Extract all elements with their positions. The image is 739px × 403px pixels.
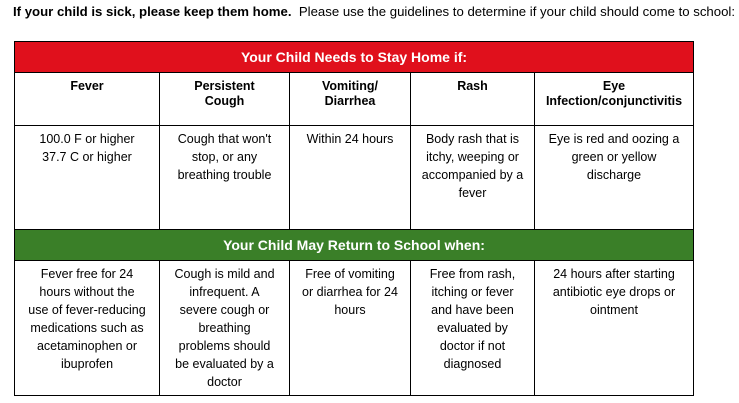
header-vomiting-diarrhea-line: Diarrhea <box>324 94 376 108</box>
header-persistent-cough <box>160 73 290 126</box>
return-vomiting-diarrhea-line: or diarrhea for 24 <box>302 285 398 299</box>
stay-home-eye-infection <box>535 126 694 230</box>
intro-text <box>13 4 739 19</box>
return-persistent-cough-line: breathing <box>198 321 251 335</box>
return-rash-line: evaluated by <box>437 321 508 335</box>
return-school-banner: Your Child May Return to School when: <box>15 230 694 261</box>
return-persistent-cough-line: be evaluated by a <box>175 357 274 371</box>
stay-home-row <box>15 126 694 230</box>
header-eye-infection-line: Infection/conjunctivitis <box>545 94 683 108</box>
return-fever-line: ibuprofen <box>60 357 114 371</box>
stay-home-fever-line: 100.0 F or higher <box>39 132 135 146</box>
header-persistent-cough-line: Cough <box>204 94 245 108</box>
return-rash-line: itching or fever <box>431 285 514 299</box>
stay-home-eye-infection-line: green or yellow <box>571 150 657 164</box>
stay-home-rash-line: Body rash that is <box>425 132 520 146</box>
return-rash-line: doctor if not <box>439 339 506 353</box>
return-persistent-cough <box>160 261 290 396</box>
header-eye-infection-line: Eye <box>602 79 626 93</box>
header-fever-line: Fever <box>70 79 104 93</box>
return-vomiting-diarrhea <box>290 261 411 396</box>
stay-home-eye-infection-line: discharge <box>586 168 642 182</box>
stay-home-rash <box>411 126 535 230</box>
return-fever-line: Fever free for 24 <box>40 267 134 281</box>
header-row <box>15 73 694 126</box>
header-persistent-cough-line: Persistent <box>194 79 255 93</box>
stay-home-persistent-cough-line: breathing trouble <box>177 168 272 182</box>
return-rash-line: diagnosed <box>443 357 502 371</box>
stay-home-persistent-cough <box>160 126 290 230</box>
header-rash-line: Rash <box>457 79 488 93</box>
header-fever <box>15 73 160 126</box>
return-vomiting-diarrhea-line: hours <box>334 303 366 317</box>
return-persistent-cough-line: infrequent. A <box>189 285 260 299</box>
header-rash <box>411 73 535 126</box>
intro-rest: Please use the guidelines to determine if your child should come to school: <box>298 4 736 19</box>
header-vomiting-diarrhea <box>290 73 411 126</box>
stay-home-rash-line: fever <box>458 186 487 200</box>
stay-home-rash-line: itchy, weeping or <box>426 150 519 164</box>
return-rash-line: and have been <box>431 303 514 317</box>
return-rash-line: Free from rash, <box>429 267 516 281</box>
stay-home-eye-infection-line: Eye is red and oozing a <box>548 132 680 146</box>
stay-home-vomiting-diarrhea <box>290 126 411 230</box>
intro-bold: If your child is sick, please keep them home. <box>13 4 292 19</box>
stay-home-fever-line: 37.7 C or higher <box>42 150 132 164</box>
header-vomiting-diarrhea-line: Vomiting/ <box>321 79 378 93</box>
return-vomiting-diarrhea-line: Free of vomiting <box>305 267 395 281</box>
return-persistent-cough-line: Cough is mild and <box>174 267 275 281</box>
stay-home-persistent-cough-line: Cough that won't <box>177 132 272 146</box>
stay-home-banner: Your Child Needs to Stay Home if: <box>15 42 694 73</box>
return-eye-infection-line: ointment <box>590 303 638 317</box>
return-eye-infection <box>535 261 694 396</box>
stay-home-fever <box>15 126 160 230</box>
stay-home-vomiting-diarrhea-line: Within 24 hours <box>306 132 394 146</box>
return-rash <box>411 261 535 396</box>
return-eye-infection-line: 24 hours after starting <box>553 267 675 281</box>
return-fever-line: medications such as <box>30 321 144 335</box>
stay-home-persistent-cough-line: stop, or any <box>191 150 258 164</box>
return-persistent-cough-line: severe cough or <box>179 303 270 317</box>
return-fever-line: use of fever-reducing <box>28 303 146 317</box>
return-fever-line: hours without the <box>39 285 135 299</box>
return-persistent-cough-line: doctor <box>207 375 242 389</box>
return-school-row <box>15 261 694 396</box>
return-eye-infection-line: antibiotic eye drops or <box>552 285 676 299</box>
stay-home-rash-line: accompanied by a <box>421 168 524 182</box>
return-fever-line: acetaminophen or <box>36 339 138 353</box>
return-fever <box>15 261 160 396</box>
return-persistent-cough-line: problems should <box>178 339 271 353</box>
guidelines-table <box>14 41 694 396</box>
header-eye-infection <box>535 73 694 126</box>
